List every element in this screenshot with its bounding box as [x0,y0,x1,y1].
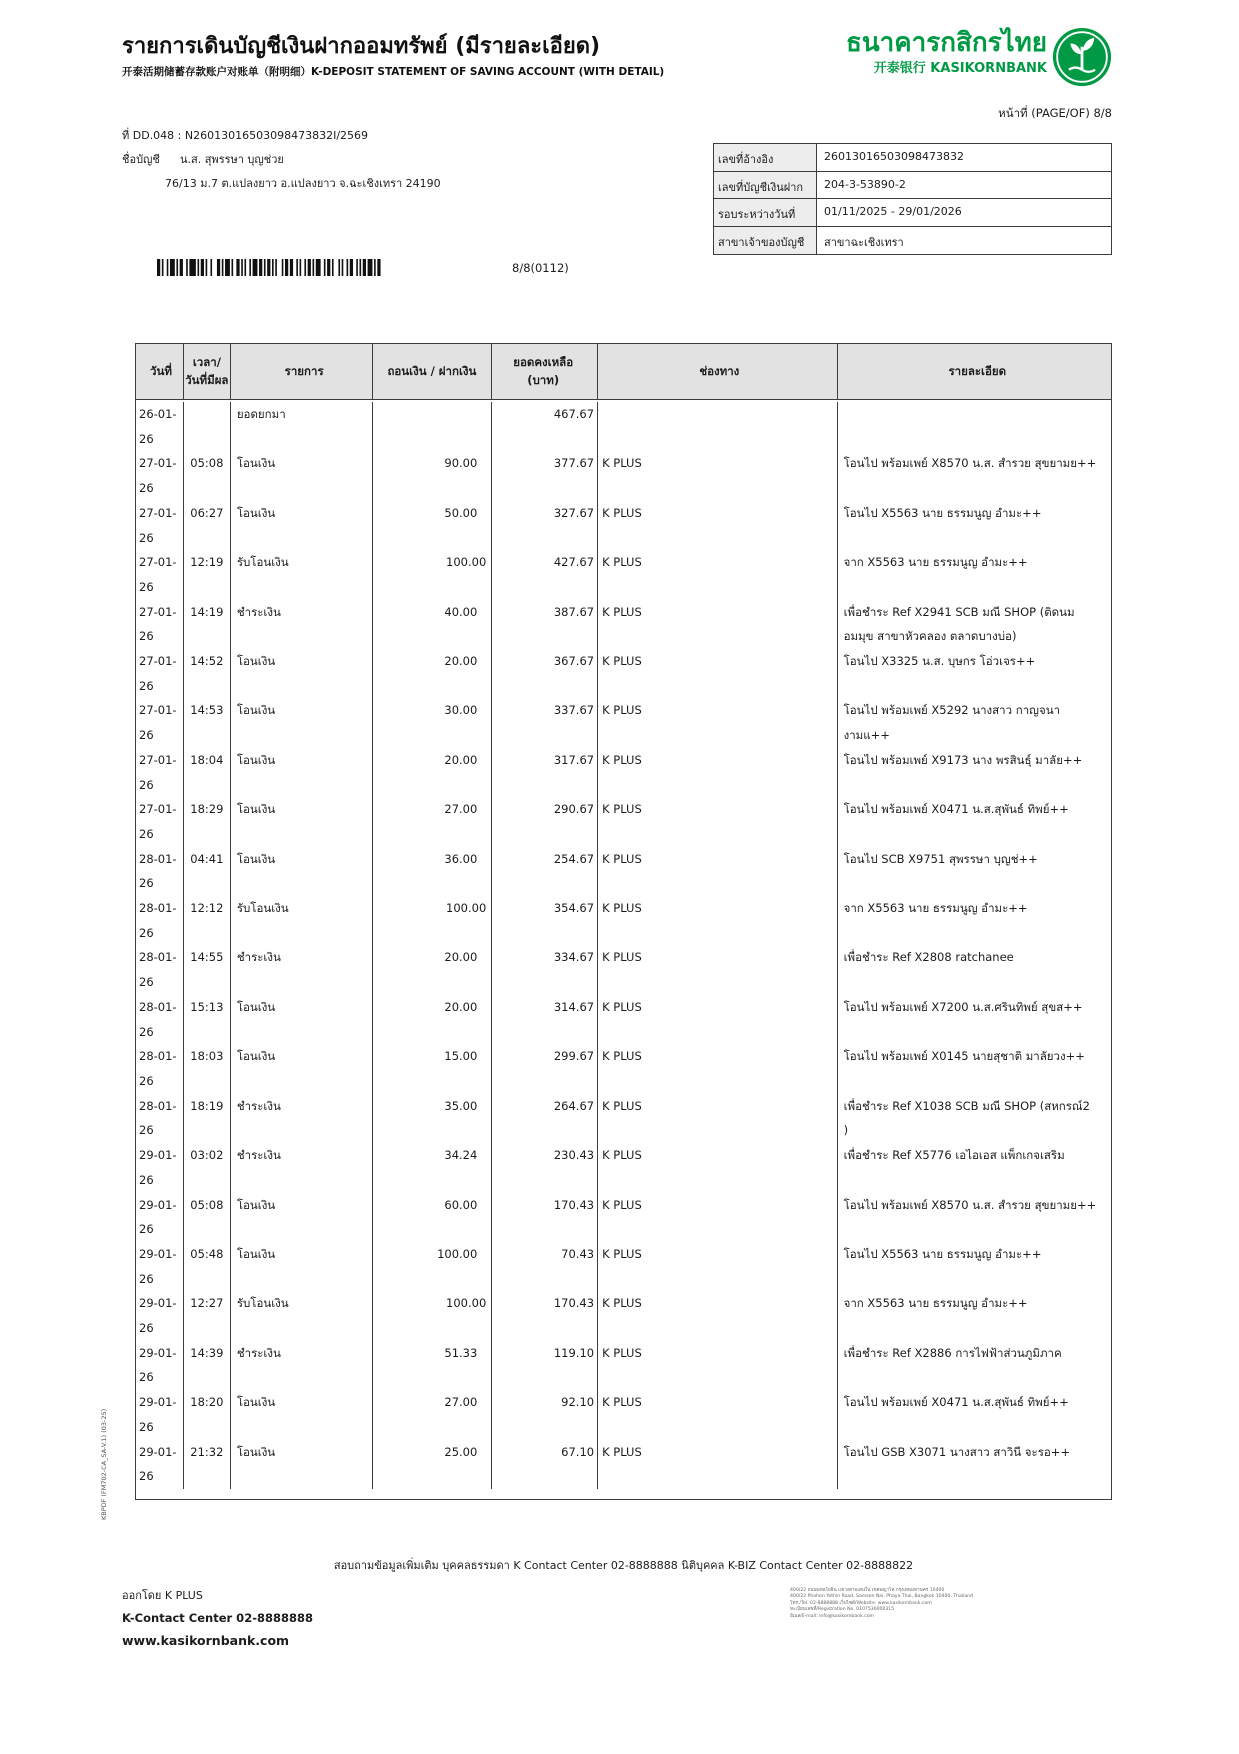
table-row [136,1242,1111,1291]
cell-amount: 100.00 [373,550,493,599]
info-row [714,199,1111,227]
cell-channel: K PLUS [598,945,838,994]
cell-transaction: รับโอนเงิน [231,896,373,945]
cell-channel: K PLUS [598,1440,838,1489]
cell-amount: 15.00 [373,1044,493,1093]
cell-amount: 20.00 [373,995,493,1044]
cell-detail: โอนไป พร้อมเพย์ X8570 น.ส. สำรวย สุขยามย++ [843,1197,1097,1212]
cell-date: 28-01-26 [136,945,184,994]
cell-balance: 92.10 [492,1390,598,1439]
page-subtitle: 开泰活期储蓄存款账户对账单（附明细）K-DEPOSIT STATEMENT OF SAVING ACCOUNT (WITH DETAIL) [122,66,665,78]
cell-channel: K PLUS [598,995,838,1044]
cell-channel: K PLUS [598,1193,838,1242]
cell-channel: K PLUS [598,847,838,896]
cell-time: 15:13 [184,995,231,1044]
cell-amount: 100.00 [373,1291,493,1340]
cell-detail: โอนไป X5563 นาย ธรรมนูญ อำมะ++ [843,1246,1042,1261]
column-header-channel: ช่องทาง [598,344,838,399]
cell-detail: โอนไป GSB X3071 นางสาว สาวินี จะรอ++ [843,1444,1071,1459]
cell-balance: 170.43 [492,1291,598,1340]
cell-detail: โอนไป พร้อมเพย์ X0471 น.ส.สุพันธ์ ทิพย์++ [843,1395,1069,1410]
cell-amount: 20.00 [373,748,493,797]
account-info-table [713,143,1112,255]
cell-balance: 367.67 [492,649,598,698]
cell-detail: โอนไป พร้อมเพย์ X9173 นาง พรสินธุ์ มาลัย++ [843,752,1083,767]
cell-channel: K PLUS [598,1143,838,1192]
info-label: รอบระหว่างวันที่ [714,199,817,226]
table-row [136,896,1111,945]
cell-balance: 67.10 [492,1440,598,1489]
issued-by: ออกโดย K PLUS [122,1589,203,1602]
cell-amount: 90.00 [373,451,493,500]
cell-transaction: โอนเงิน [231,1044,373,1093]
cell-amount: 27.00 [373,797,493,846]
cell-time [184,402,231,451]
cell-detail: โอนไป X3325 น.ส. บุษกร โอ่วเจร++ [843,654,1036,669]
account-name-label: ชื่อบัญชี [122,153,160,166]
cell-amount: 30.00 [373,698,493,747]
issued-by-block [122,1586,313,1648]
barcode [157,259,389,276]
cell-channel: K PLUS [598,649,838,698]
table-row [136,1440,1111,1489]
table-header-row [136,344,1111,400]
cell-time: 12:12 [184,896,231,945]
cell-balance: 337.67 [492,698,598,747]
cell-date: 27-01-26 [136,600,184,649]
table-row [136,550,1111,599]
table-row [136,1193,1111,1242]
cell-time: 21:32 [184,1440,231,1489]
cell-balance: 354.67 [492,896,598,945]
info-value: 26013016503098473832 [824,150,964,163]
table-row [136,1390,1111,1439]
cell-balance: 467.67 [492,402,598,451]
cell-date: 29-01-26 [136,1242,184,1291]
info-label: เลขที่บัญชีเงินฝาก [714,172,817,199]
table-row [136,451,1111,500]
cell-channel [598,402,838,451]
cell-date: 28-01-26 [136,896,184,945]
cell-channel: K PLUS [598,451,838,500]
cell-amount: 35.00 [373,1094,493,1143]
cell-date: 28-01-26 [136,1044,184,1093]
cell-date: 27-01-26 [136,550,184,599]
info-label: เลขที่อ้างอิง [714,144,817,171]
info-row [714,172,1111,200]
cell-transaction: รับโอนเงิน [231,1291,373,1340]
cell-time: 14:53 [184,698,231,747]
cell-time: 14:19 [184,600,231,649]
cell-amount: 20.00 [373,649,493,698]
cell-balance: 427.67 [492,550,598,599]
cell-channel: K PLUS [598,1341,838,1390]
cell-time: 14:52 [184,649,231,698]
cell-channel: K PLUS [598,1094,838,1143]
cell-time: 18:29 [184,797,231,846]
cell-amount: 40.00 [373,600,493,649]
bank-name-block [835,30,1047,76]
cell-amount: 100.00 [373,1242,493,1291]
page-title: รายการเดินบัญชีเงินฝากออมทรัพย์ (มีรายละเอียด) [122,34,601,59]
cell-transaction: โอนเงิน [231,847,373,896]
cell-amount: 60.00 [373,1193,493,1242]
table-row [136,402,1111,451]
column-header-date: วันที่ [136,344,184,399]
cell-amount: 100.00 [373,896,493,945]
cell-detail [838,402,1111,451]
cell-date: 28-01-26 [136,1094,184,1143]
cell-time: 18:03 [184,1044,231,1093]
cell-amount: 20.00 [373,945,493,994]
cell-transaction: โอนเงิน [231,995,373,1044]
cell-balance: 299.67 [492,1044,598,1093]
cell-time: 14:39 [184,1341,231,1390]
column-header-time: เวลา/ วันที่มีผล [184,344,231,399]
cell-detail: เพื่อชำระ Ref X2886 การไฟฟ้าส่วนภูมิภาค [843,1345,1062,1360]
cell-balance: 314.67 [492,995,598,1044]
cell-transaction: โอนเงิน [231,1193,373,1242]
cell-channel: K PLUS [598,1390,838,1439]
k-contact-center: K-Contact Center 02-8888888 [122,1611,313,1625]
cell-time: 12:19 [184,550,231,599]
cell-detail: จาก X5563 นาย ธรรมนูญ อำมะ++ [843,555,1028,570]
column-header-transaction: รายการ [231,344,373,399]
cell-date: 27-01-26 [136,748,184,797]
bank-name-secondary: 开泰银行 KASIKORNBANK [873,61,1047,77]
info-value: 01/11/2025 - 29/01/2026 [824,205,962,218]
cell-amount: 25.00 [373,1440,493,1489]
cell-transaction: ชำระเงิน [231,600,373,649]
table-row [136,1341,1111,1390]
cell-channel: K PLUS [598,1291,838,1340]
form-code-note: KBPDF (FM702-CA_SA-V.1) (03-25) [100,1408,108,1520]
cell-transaction: รับโอนเงิน [231,550,373,599]
cell-detail: เพื่อชำระ Ref X5776 เอไอเอส แพ็กเกจเสริม [843,1148,1065,1163]
cell-time: 04:41 [184,847,231,896]
cell-detail: โอนไป พร้อมเพย์ X5292 นางสาว กาญจนา งามแ++ [843,703,1061,743]
table-row [136,847,1111,896]
cell-time: 14:55 [184,945,231,994]
cell-transaction: โอนเงิน [231,748,373,797]
table-row [136,698,1111,747]
cell-balance: 290.67 [492,797,598,846]
column-header-detail: รายละเอียด [948,363,1007,378]
account-name: น.ส. สุพรรษา บุญช่วย [180,153,284,166]
cell-transaction: โอนเงิน [231,451,373,500]
cell-detail: โอนไป พร้อมเพย์ X0145 นายสุชาติ มาลัยวง++ [843,1049,1085,1064]
cell-channel: K PLUS [598,748,838,797]
cell-balance: 387.67 [492,600,598,649]
cell-detail: โอนไป SCB X9751 สุพรรษา บุญช่++ [843,851,1038,866]
cell-channel: K PLUS [598,1242,838,1291]
account-address: 76/13 ม.7 ต.แปลงยาว อ.แปลงยาว จ.ฉะเชิงเทรา 24190 [165,177,441,190]
cell-date: 29-01-26 [136,1193,184,1242]
cell-time: 18:04 [184,748,231,797]
cell-date: 26-01-26 [136,402,184,451]
cell-amount: 27.00 [373,1390,493,1439]
info-value: สาขาฉะเชิงเทรา [824,235,904,249]
table-row [136,649,1111,698]
cell-date: 27-01-26 [136,451,184,500]
cell-transaction: โอนเงิน [231,501,373,550]
cell-transaction: โอนเงิน [231,1390,373,1439]
cell-time: 05:08 [184,451,231,500]
cell-time: 05:08 [184,1193,231,1242]
cell-date: 27-01-26 [136,698,184,747]
table-row [136,748,1111,797]
cell-time: 05:48 [184,1242,231,1291]
cell-date: 27-01-26 [136,501,184,550]
cell-date: 29-01-26 [136,1143,184,1192]
cell-transaction: ชำระเงิน [231,945,373,994]
bank-name: ธนาคารกสิกรไทย [846,28,1047,58]
cell-channel: K PLUS [598,600,838,649]
table-row [136,1291,1111,1340]
table-row [136,600,1111,649]
table-row [136,1143,1111,1192]
cell-channel: K PLUS [598,698,838,747]
contact-info-line: สอบถามข้อมูลเพิ่มเติม บุคคลธรรมดา K Contact Center 02-8888888 นิติบุคคล K-BIZ Contact Center 02-8888822 [333,1559,914,1572]
cell-date: 28-01-26 [136,995,184,1044]
cell-detail: เพื่อชำระ Ref X2808 ratchanee [843,950,1014,965]
cell-date: 27-01-26 [136,649,184,698]
cell-transaction: โอนเงิน [231,649,373,698]
cell-balance: 264.67 [492,1094,598,1143]
cell-amount: 34.24 [373,1143,493,1192]
info-value: 204-3-53890-2 [824,177,906,191]
document-reference: ที่ DD.048 : N26013016503098473832I/2569 [122,129,369,142]
cell-detail: จาก X5563 นาย ธรรมนูญ อำมะ++ [843,901,1028,916]
table-body [136,400,1111,1499]
cell-channel: K PLUS [598,1044,838,1093]
cell-time: 03:02 [184,1143,231,1192]
cell-amount: 50.00 [373,501,493,550]
cell-detail: เพื่อชำระ Ref X1038 SCB มณี SHOP (สหกรณ์2 ) [843,1098,1090,1138]
cell-date: 29-01-26 [136,1390,184,1439]
cell-date: 29-01-26 [136,1440,184,1489]
info-row [714,227,1111,255]
table-row [136,501,1111,550]
cell-channel: K PLUS [598,550,838,599]
cell-transaction: ชำระเงิน [231,1143,373,1192]
page-number: หน้าที่ (PAGE/OF) 8/8 [998,106,1112,120]
cell-channel: K PLUS [598,896,838,945]
cell-time: 18:20 [184,1390,231,1439]
cell-detail: โอนไป พร้อมเพย์ X8570 น.ส. สำรวย สุขยามย++ [843,456,1097,471]
cell-channel: K PLUS [598,501,838,550]
cell-transaction: ชำระเงิน [231,1094,373,1143]
cell-balance: 334.67 [492,945,598,994]
cell-date: 29-01-26 [136,1341,184,1390]
cell-time: 06:27 [184,501,231,550]
cell-balance: 119.10 [492,1341,598,1390]
cell-balance: 70.43 [492,1242,598,1291]
barcode-caption: 8/8(0112) [512,261,569,275]
table-row [136,995,1111,1044]
cell-amount: 36.00 [373,847,493,896]
cell-transaction: ชำระเงิน [231,1341,373,1390]
cell-balance: 254.67 [492,847,598,896]
cell-date: 27-01-26 [136,797,184,846]
cell-time: 12:27 [184,1291,231,1340]
kasikornbank-logo-icon [1052,27,1112,87]
cell-transaction: โอนเงิน [231,698,373,747]
cell-balance: 317.67 [492,748,598,797]
cell-date: 28-01-26 [136,847,184,896]
info-row [714,144,1111,172]
cell-detail: เพื่อชำระ Ref X2941 SCB มณี SHOP (ติดนม อมมุข สาขาหัวคลอง ตลาดบางบ่อ) [843,604,1075,644]
table-row [136,1094,1111,1143]
cell-transaction: โอนเงิน [231,1242,373,1291]
cell-detail: โอนไป X5563 นาย ธรรมนูญ อำมะ++ [843,505,1042,520]
table-row [136,1044,1111,1093]
column-header-balance: ยอดคงเหลือ (บาท) [492,344,598,399]
bank-address-fine-print: 400/22 ถนนพหลโยธิน แขวงสามเสนใน เขตพญาไท กรุงเทพมหานคร 10400 400/22 Phahon Yothin Road, Samsen Nai, Phaya Thai, Bangkok 10400, Thailand โทร./Tel. 02-8888888 เว็บไซต์/Website: www.kasikornbank.com ทะเบียนเลขที่/Registration No. 0107536000315 อีเมล/E-mail: info@kasikornbank.com [790,1588,973,1619]
cell-amount [373,402,493,451]
cell-transaction: โอนเงิน [231,1440,373,1489]
column-header-amount: ถอนเงิน / ฝากเงิน [373,344,493,399]
cell-amount: 51.33 [373,1341,493,1390]
cell-date: 29-01-26 [136,1291,184,1340]
cell-balance: 327.67 [492,501,598,550]
transactions-table [135,343,1112,1500]
cell-transaction: โอนเงิน [231,797,373,846]
cell-balance: 230.43 [492,1143,598,1192]
info-label: สาขาเจ้าของบัญชี [714,227,817,255]
cell-balance: 377.67 [492,451,598,500]
cell-time: 18:19 [184,1094,231,1143]
table-row [136,797,1111,846]
cell-channel: K PLUS [598,797,838,846]
cell-detail: จาก X5563 นาย ธรรมนูญ อำมะ++ [843,1296,1028,1311]
cell-transaction: ยอดยกมา [231,402,373,451]
cell-balance: 170.43 [492,1193,598,1242]
bank-website: www.kasikornbank.com [122,1633,290,1648]
cell-detail: โอนไป พร้อมเพย์ X0471 น.ส.สุพันธ์ ทิพย์++ [843,802,1069,817]
cell-detail: โอนไป พร้อมเพย์ X7200 น.ส.ศรินทิพย์ สุขส++ [843,999,1083,1014]
table-row [136,945,1111,994]
